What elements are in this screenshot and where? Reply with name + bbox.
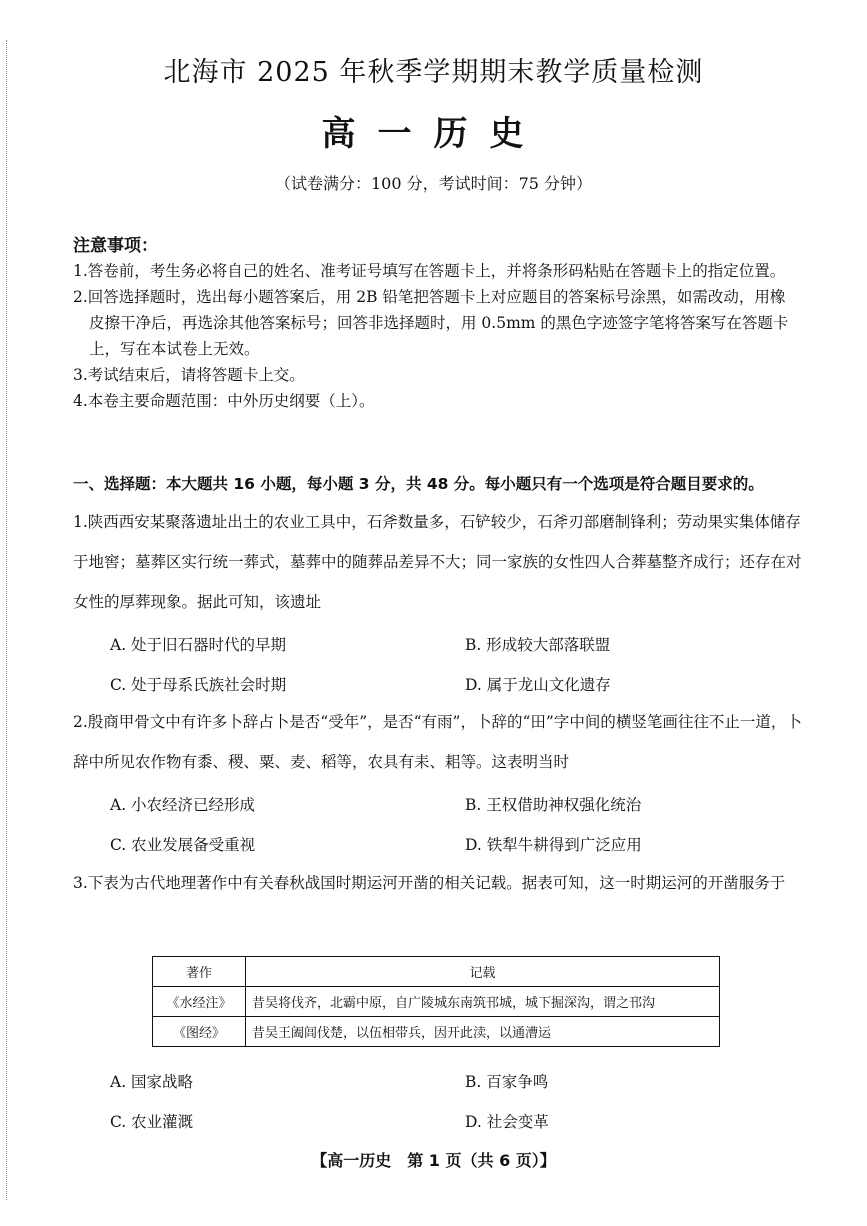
notice-heading: 注意事项： [73, 236, 158, 256]
question-2-option-a[interactable]: A. 小农经济已经形成 [110, 796, 256, 814]
question-3-option-c[interactable]: C. 农业灌溉 [110, 1113, 194, 1131]
question-2-option-c[interactable]: C. 农业发展备受重视 [110, 836, 256, 854]
notice-item: 1.答卷前，考生务必将自己的姓名、准考证号填写在答题卡上，并将条形码粘贴在答题卡上的指定位置。 [73, 262, 786, 280]
question-3-option-b[interactable]: B. 百家争鸣 [465, 1073, 549, 1091]
table-header-book: 著作 [153, 957, 246, 987]
table-header-record: 记载 [246, 957, 720, 987]
table-cell-book: 《水经注》 [153, 987, 246, 1017]
question-3-stem: 3.下表为古代地理著作中有关春秋战国时期运河开凿的相关记载。据表可知，这一时期运河的开凿服务于 [73, 874, 786, 892]
question-1-option-b[interactable]: B. 形成较大部落联盟 [465, 636, 611, 654]
question-2-option-d[interactable]: D. 铁犁牛耕得到广泛应用 [465, 836, 642, 854]
question-1-stem: 1.陕西西安某聚落遗址出土的农业工具中，石斧数量多，石铲较少，石斧刃部磨制锋利；劳动果实集体储存于地窖；墓葬区实行统一葬式，墓葬中的随葬品差异不大；同一家族的女性四人合葬墓整齐成行；还存在对女性的厚葬现象。据此可知，该遗址 [73, 513, 802, 611]
notice-item: 2.回答选择题时，选出每小题答案后，用 2B 铅笔把答题卡上对应题目的答案标号涂黑，如需改动，用橡皮擦干净后，再选涂其他答案标号；回答非选择题时，用 0.5mm 的黑色字迹签字笔将答案写在答题卡上，写在本试卷上无效。 [73, 288, 789, 358]
page-footer: 【高一历史 第 1 页（共 6 页）】 [311, 1151, 556, 1170]
exam-meta: （试卷满分：100 分，考试时间：75 分钟） [274, 174, 593, 193]
table-cell-record: 昔吴将伐齐，北霸中原，自广陵城东南筑邗城，城下掘深沟，谓之邗沟 [246, 987, 720, 1017]
question-1-option-d[interactable]: D. 属于龙山文化遗存 [465, 676, 611, 694]
section-heading: 一、选择题：本大题共 16 小题，每小题 3 分，共 48 分。每小题只有一个选项是符合题目要求的。 [73, 475, 764, 493]
question-3-option-d[interactable]: D. 社会变革 [465, 1113, 549, 1131]
notice-list [73, 258, 793, 414]
notice-item: 4.本卷主要命题范围：中外历史纲要（上）。 [73, 392, 375, 410]
records-table [152, 956, 720, 1047]
subject-title: 高一历史 [321, 114, 546, 154]
question-2-stem: 2.殷商甲骨文中有许多卜辞占卜是否“受年”，是否“有雨”，卜辞的“田”字中间的横竖笔画往往不止一道，卜辞中所见农作物有黍、稷、粟、麦、稻等，农具有耒、耜等。这表明当时 [73, 713, 802, 771]
table-header-row [153, 957, 720, 987]
notice-item: 3.考试结束后，请将答题卡上交。 [73, 366, 305, 384]
exam-title: 北海市 2025 年秋季学期期末教学质量检测 [163, 57, 704, 88]
table-row [153, 987, 720, 1017]
question-1-option-c[interactable]: C. 处于母系氏族社会时期 [110, 676, 287, 694]
binding-line [6, 40, 9, 1200]
table-row [153, 1017, 720, 1047]
table-cell-book: 《图经》 [153, 1017, 246, 1047]
question-1-option-a[interactable]: A. 处于旧石器时代的早期 [110, 636, 287, 654]
table-cell-record: 昔吴王阖闾伐楚，以伍相带兵，因开此渎，以通漕运 [246, 1017, 720, 1047]
question-3-option-a[interactable]: A. 国家战略 [110, 1073, 194, 1091]
question-2-option-b[interactable]: B. 王权借助神权强化统治 [465, 796, 642, 814]
